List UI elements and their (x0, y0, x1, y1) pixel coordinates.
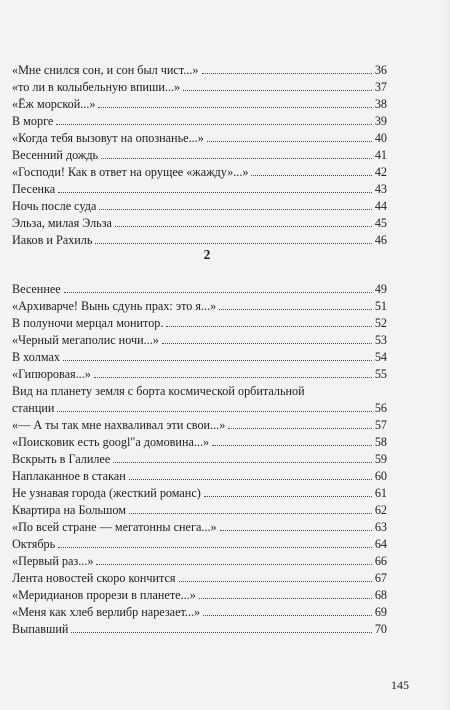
toc-title: Весеннее (12, 282, 61, 296)
toc-leader-dots (57, 411, 371, 412)
toc-row (12, 485, 387, 501)
toc-page-number: 62 (374, 503, 387, 517)
toc-page-number: 46 (374, 233, 387, 247)
toc-title: «Когда тебя вызовут на опознанье...» (12, 131, 204, 145)
toc-title: Вскрыть в Галилее (12, 452, 111, 466)
toc-row (12, 349, 387, 365)
toc-page-number: 67 (374, 571, 387, 585)
toc-page-number: 51 (374, 299, 387, 313)
toc-leader-dots (113, 462, 372, 463)
toc-title: Песенка (12, 182, 56, 196)
toc-title: В морге (12, 114, 54, 128)
toc-row (12, 215, 387, 231)
toc-page-number: 40 (374, 131, 387, 145)
toc-page-number: 68 (374, 588, 387, 602)
toc-row (12, 281, 387, 297)
toc-page-number: 42 (374, 165, 387, 179)
toc-leader-dots (99, 209, 371, 210)
toc-row (12, 164, 387, 180)
toc-title: «Меридианов прорези в планете...» (12, 588, 196, 602)
toc-leader-dots (219, 309, 372, 310)
toc-leader-dots (95, 243, 371, 244)
toc-row (12, 604, 387, 620)
toc-leader-dots (179, 581, 372, 582)
toc-page-number: 61 (374, 486, 387, 500)
toc-row (12, 536, 387, 552)
toc-page-number: 64 (374, 537, 387, 551)
toc-row (12, 621, 387, 637)
toc-title: «По всей стране — мегатонны снега...» (12, 520, 217, 534)
toc-title: Квартира на Большом (12, 503, 126, 517)
toc-leader-dots (96, 564, 371, 565)
toc-row (12, 113, 387, 129)
toc-leader-dots (202, 73, 372, 74)
toc-leader-dots (228, 428, 371, 429)
toc-page-number: 41 (374, 148, 387, 162)
toc-leader-dots (71, 632, 371, 633)
toc-leader-dots (204, 496, 372, 497)
toc-title: «то ли в колыбельную впиши...» (12, 80, 181, 94)
toc-leader-dots (162, 343, 372, 344)
toc-row (12, 502, 387, 518)
toc-row (12, 587, 387, 603)
toc-leader-dots (64, 292, 372, 293)
toc-leader-dots (199, 598, 372, 599)
toc-row (12, 417, 387, 433)
toc-page-number: 60 (374, 469, 387, 483)
toc-title: Лента новостей скоро кончится (12, 571, 176, 585)
toc-page-number: 38 (374, 97, 387, 111)
toc-row (12, 198, 387, 214)
toc-title: «Черный мегаполис ночи...» (12, 333, 159, 347)
toc-leader-dots (166, 326, 371, 327)
toc-row (12, 519, 387, 535)
toc-page-number: 66 (374, 554, 387, 568)
toc-row (12, 570, 387, 586)
toc-page-number: 53 (374, 333, 387, 347)
toc-title: станции (12, 401, 55, 415)
toc-title: «— А ты так мне нахваливал эти свои...» (12, 418, 226, 432)
toc-leader-dots (212, 445, 372, 446)
toc-leader-dots (129, 513, 372, 514)
toc-leader-dots (98, 107, 371, 108)
toc-page-number: 39 (374, 114, 387, 128)
toc-row (12, 332, 387, 348)
toc-leader-dots (63, 360, 372, 361)
toc-title: Вид на планету земля с борта космической орбитальной (12, 384, 305, 398)
toc-leader-dots (115, 226, 372, 227)
toc-leader-dots (58, 192, 372, 193)
toc-title: «Меня как хлеб верлибр нарезает...» (12, 605, 201, 619)
toc-row (12, 553, 387, 569)
toc-row (12, 434, 387, 450)
toc-row (12, 181, 387, 197)
toc-leader-dots (203, 615, 372, 616)
toc-title: «Господи! Как в ответ на орущее «жажду»...» (12, 165, 249, 179)
toc-row (12, 79, 387, 95)
toc-title: В холмах (12, 350, 60, 364)
toc-page-number: 57 (374, 418, 387, 432)
toc-title: «Гипюровая...» (12, 367, 91, 381)
toc-row (12, 96, 387, 112)
toc-title: Выпавший (12, 622, 69, 636)
page-edge-shadow (442, 0, 450, 710)
toc-title: В полуночи мерцал монитор. (12, 316, 164, 330)
toc-page-number: 43 (374, 182, 387, 196)
toc-page-number: 36 (374, 63, 387, 77)
toc-title: Ночь после суда (12, 199, 97, 213)
toc-page-number: 49 (374, 282, 387, 296)
toc-row (12, 147, 387, 163)
toc-page-number: 45 (374, 216, 387, 230)
page-number: 145 (391, 678, 409, 692)
toc-leader-dots (220, 530, 372, 531)
toc-title: Весенний дождь (12, 148, 99, 162)
toc-title: Октябрь (12, 537, 56, 551)
toc-page-number: 55 (374, 367, 387, 381)
toc-leader-dots (56, 124, 371, 125)
toc-title: Иаков и Рахиль (12, 233, 93, 247)
toc-title: «Ёж морской...» (12, 97, 96, 111)
toc-page-number: 63 (374, 520, 387, 534)
toc-row (12, 383, 387, 399)
toc-leader-dots (251, 175, 371, 176)
toc-leader-dots (101, 158, 372, 159)
toc-row (12, 232, 387, 248)
toc-leader-dots (129, 479, 372, 480)
toc-page-number: 52 (374, 316, 387, 330)
toc-row (12, 298, 387, 314)
toc-page-number: 58 (374, 435, 387, 449)
toc-row (12, 451, 387, 467)
toc-row (12, 468, 387, 484)
toc-page-number: 59 (374, 452, 387, 466)
toc-page-number: 54 (374, 350, 387, 364)
section-number: 2 (203, 247, 211, 262)
toc-title: «Архиварче! Вынь сдунь прах: это я...» (12, 299, 217, 313)
toc-page-number: 37 (374, 80, 387, 94)
toc-row (12, 400, 387, 416)
toc-leader-dots (58, 547, 372, 548)
toc-page-number: 70 (374, 622, 387, 636)
toc-title: Не узнавая города (жесткий романс) (12, 486, 201, 500)
toc-row (12, 366, 387, 382)
toc-row (12, 62, 387, 78)
toc-title: Эльза, милая Эльза (12, 216, 112, 230)
toc-row (12, 315, 387, 331)
toc-title: «Первый раз...» (12, 554, 94, 568)
toc-row (12, 130, 387, 146)
toc-leader-dots (183, 90, 372, 91)
toc-page-number: 69 (374, 605, 387, 619)
toc-title: «Мне снился сон, и сон был чист...» (12, 63, 199, 77)
toc-title: Наплаканное в стакан (12, 469, 126, 483)
toc-leader-dots (94, 377, 372, 378)
toc-page-number: 44 (374, 199, 387, 213)
toc-title: «Поисковик есть googl"а домовина...» (12, 435, 210, 449)
toc-page-number: 56 (374, 401, 387, 415)
toc-leader-dots (207, 141, 372, 142)
